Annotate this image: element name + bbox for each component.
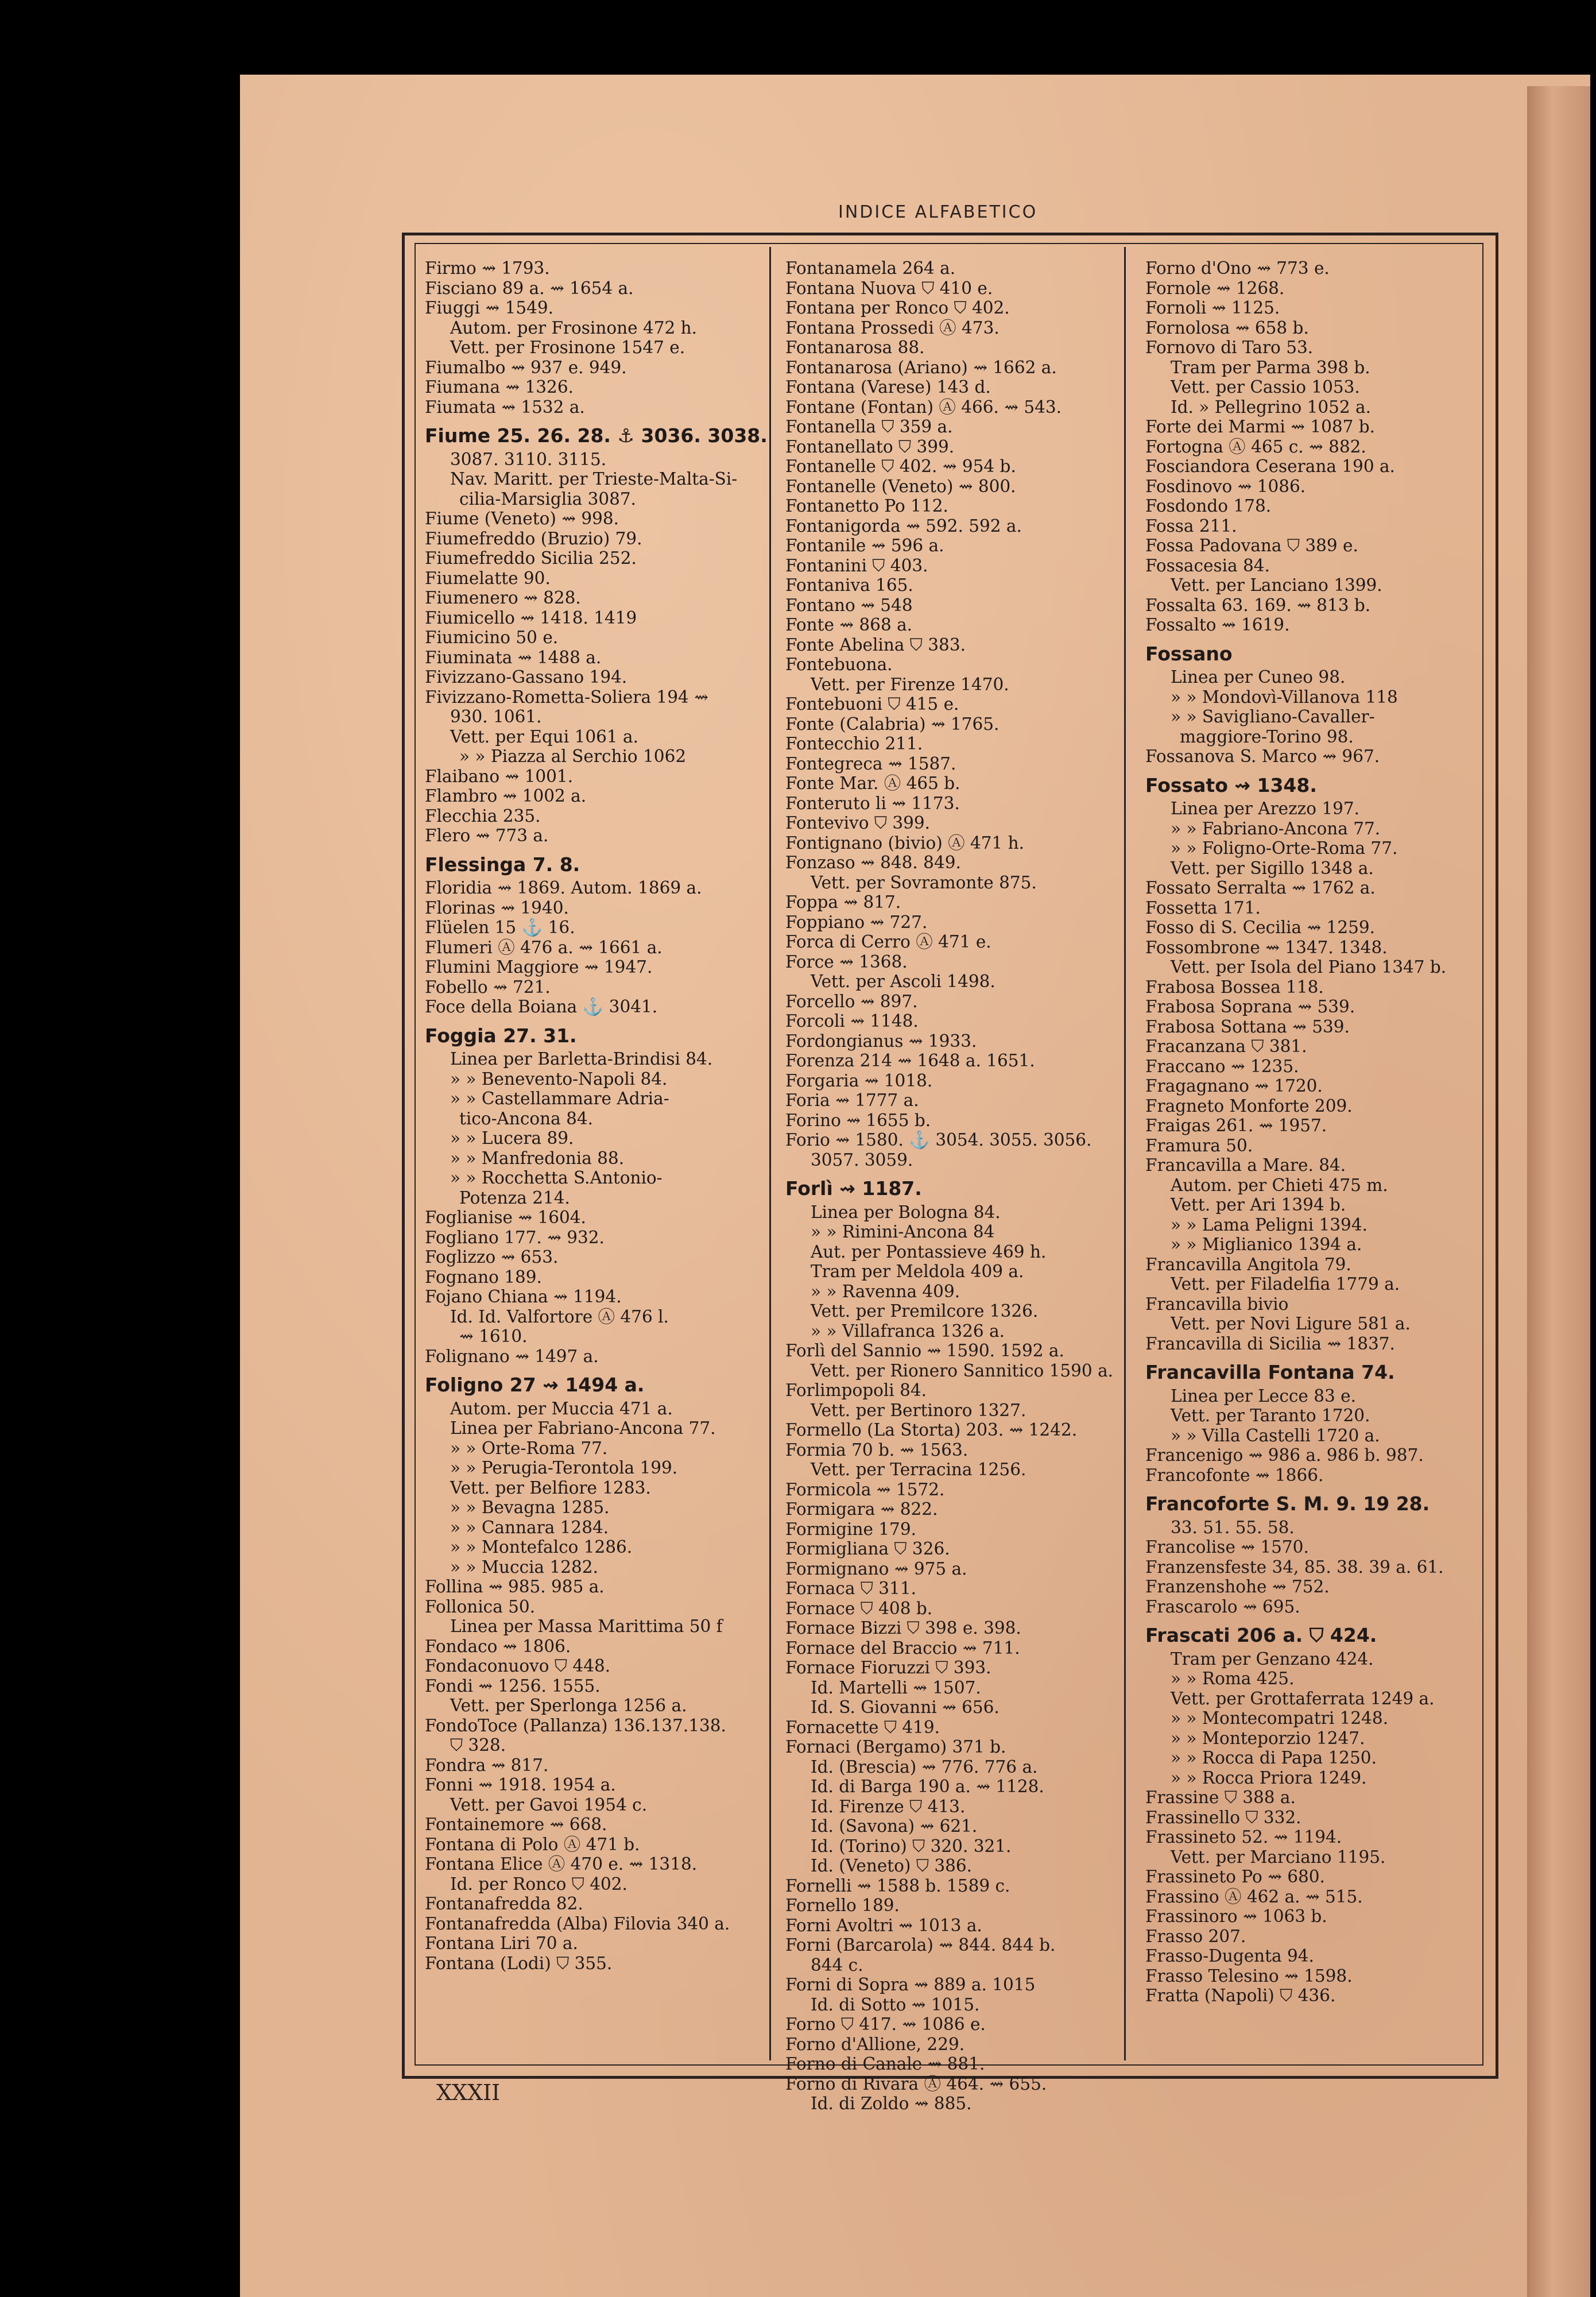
index-entry: Fornoli ⇝ 1125. (1145, 298, 1280, 318)
index-entry: Formicola ⇝ 1572. (785, 1479, 945, 1499)
index-entry: Fontanella ⛉ 359 a. (785, 417, 953, 436)
index-entry: Fossacesia 84. (1145, 555, 1270, 575)
index-entry: Id. Firenze ⛉ 413. (811, 1796, 966, 1816)
index-entry: Tram per Parma 398 b. (1171, 357, 1370, 377)
page-number: XXXII (436, 2080, 501, 2105)
index-entry: Forni (Barcarola) ⇝ 844. 844 b. (785, 1935, 1056, 1955)
index-entry: Fornelli ⇝ 1588 b. 1589 c. (785, 1876, 1010, 1896)
index-entry: Follina ⇝ 985. 985 a. (425, 1577, 605, 1596)
index-entry: Fornace Fioruzzi ⛉ 393. (785, 1658, 991, 1677)
index-entry: Flüelen 15 ⚓ 16. (425, 918, 575, 937)
index-entry: Frabosa Soprana ⇝ 539. (1145, 997, 1355, 1016)
index-entry: Frassine ⛉ 388 a. (1145, 1788, 1296, 1807)
index-entry: Forgaria ⇝ 1018. (785, 1070, 933, 1091)
index-entry: Vett. per Gavoi 1954 c. (450, 1795, 648, 1815)
index-entry: Forni di Sopra ⇝ 889 a. 1015 (785, 1975, 1036, 1994)
index-entry: Flambro ⇝ 1002 a. (425, 786, 587, 806)
page-edge (1527, 86, 1590, 2297)
index-entry: Forcello ⇝ 897. (785, 991, 918, 1011)
index-entry: Linea per Lecce 83 e. (1171, 1386, 1356, 1406)
index-entry: Flero ⇝ 773 a. (425, 826, 549, 845)
index-entry: tico-Ancona 84. (459, 1108, 594, 1128)
index-entry: Fontanetto Po 112. (785, 496, 948, 516)
index-entry: Franzensfeste 34, 85. 38. 39 a. 61. (1145, 1557, 1444, 1577)
index-entry: Vett. per Rionero Sannitico 1590 a. (811, 1360, 1114, 1380)
index-entry: » » Ravenna 409. (811, 1281, 960, 1301)
index-entry: 844 c. (811, 1955, 863, 1975)
index-entry: Francavilla bivio (1145, 1294, 1289, 1314)
index-entry: Fognano 189. (425, 1267, 542, 1287)
index-entry: Fiuminata ⇝ 1488 a. (425, 647, 602, 667)
index-entry: Force ⇝ 1368. (785, 952, 908, 972)
index-entry: Fontevivo ⛉ 399. (785, 813, 931, 833)
column-rule (1124, 247, 1126, 2060)
index-entry: Fonte (Calabria) ⇝ 1765. (785, 714, 1000, 734)
index-entry: Fiumana ⇝ 1326. (425, 377, 574, 397)
index-entry: » » Roma 425. (1171, 1669, 1295, 1688)
index-entry: Fontana Elice Ⓐ 470 e. ⇝ 1318. (425, 1854, 698, 1874)
index-entry: Fornaci (Bergamo) 371 b. (785, 1737, 1006, 1757)
index-entry: » » Villafranca 1326 a. (811, 1321, 1005, 1341)
index-entry: » » Orte-Roma 77. (450, 1438, 608, 1458)
index-entry: Florinas ⇝ 1940. (425, 898, 569, 918)
index-entry: Fonte Mar. Ⓐ 465 b. (785, 774, 960, 793)
index-column-2 (785, 258, 1117, 2113)
index-entry: Forino ⇝ 1655 b. (785, 1110, 931, 1130)
index-entry: Fivizzano-Gassano 194. (425, 667, 627, 687)
index-entry: » » Monteporzio 1247. (1171, 1728, 1365, 1748)
index-entry: Id. di Sotto ⇝ 1015. (811, 1994, 980, 2014)
index-heading: Foligno 27 ⇝ 1494 a. (425, 1374, 645, 1396)
index-entry: Flumini Maggiore ⇝ 1947. (425, 957, 653, 977)
index-entry: Fivizzano-Rometta-Soliera 194 ⇝ (425, 687, 708, 707)
index-entry: Framura 50. (1145, 1135, 1253, 1155)
index-entry: Fontecchio 211. (785, 734, 923, 753)
index-entry: Formigliana ⛉ 326. (785, 1539, 950, 1559)
index-column-1 (425, 258, 768, 2059)
index-entry: Fiumefreddo (Bruzio) 79. (425, 528, 642, 548)
index-entry: Fornole ⇝ 1268. (1145, 278, 1285, 298)
index-entry: » » Bevagna 1285. (450, 1498, 610, 1517)
index-entry: Formia 70 b. ⇝ 1563. (785, 1440, 969, 1460)
index-entry: Fonte ⇝ 868 a. (785, 615, 913, 635)
index-entry: Fornace ⛉ 408 b. (785, 1598, 933, 1618)
index-entry: Follonica 50. (425, 1596, 536, 1617)
index-entry: Franzenshohe ⇝ 752. (1145, 1577, 1330, 1596)
index-entry: Aut. per Pontassieve 469 h. (811, 1242, 1047, 1262)
index-entry: » » Cannara 1284. (450, 1517, 609, 1537)
index-entry: Forno di Canale ⇝ 881. (785, 2054, 985, 2074)
index-heading: Fossano (1145, 642, 1233, 665)
index-entry: Foglianise ⇝ 1604. (425, 1208, 586, 1227)
index-entry: Forenza 214 ⇝ 1648 a. 1651. (785, 1051, 1035, 1070)
index-entry: » » Montefalco 1286. (450, 1537, 633, 1557)
index-entry: Fontanini ⛉ 403. (785, 555, 928, 575)
index-entry: Fontanigorda ⇝ 592. 592 a. (785, 516, 1022, 536)
index-entry: Fontana Nuova ⛉ 410 e. (785, 278, 993, 298)
index-entry: Linea per Cuneo 98. (1171, 667, 1346, 687)
index-entry: Fornolosa ⇝ 658 b. (1145, 318, 1309, 338)
index-entry: Forno ⛉ 417. ⇝ 1086 e. (785, 2014, 986, 2034)
index-entry: Vett. per Sperlonga 1256 a. (450, 1696, 687, 1715)
index-entry: Francolise ⇝ 1570. (1145, 1537, 1309, 1557)
index-entry: Frascarolo ⇝ 695. (1145, 1596, 1300, 1617)
index-entry: » » Rocca Priora 1249. (1171, 1768, 1367, 1788)
index-entry: Forlì del Sannio ⇝ 1590. 1592 a. (785, 1341, 1064, 1360)
index-entry: Vett. per Premilcore 1326. (811, 1301, 1039, 1321)
index-entry: Fosdinovo ⇝ 1086. (1145, 476, 1306, 496)
index-entry: Fornello 189. (785, 1896, 900, 1915)
index-entry: Fornace del Braccio ⇝ 711. (785, 1638, 1020, 1658)
index-entry: Fiume (Veneto) ⇝ 998. (425, 509, 619, 528)
index-entry: Fiumefreddo Sicilia 252. (425, 548, 637, 568)
index-heading: Frascati 206 a. ⛉ 424. (1145, 1624, 1377, 1646)
index-entry: Fraccano ⇝ 1235. (1145, 1056, 1299, 1076)
index-entry: Fontanamela 264 a. (785, 258, 956, 278)
index-entry: Linea per Barletta-Brindisi 84. (450, 1049, 713, 1069)
index-entry: Fragneto Monforte 209. (1145, 1096, 1353, 1116)
index-entry: Fisciano 89 a. ⇝ 1654 a. (425, 278, 634, 298)
index-entry: Linea per Bologna 84. (811, 1202, 1001, 1222)
index-entry: Francavilla Angitola 79. (1145, 1254, 1351, 1274)
index-entry: Fontanelle ⛉ 402. ⇝ 954 b. (785, 457, 1016, 476)
index-entry: » » Manfredonia 88. (450, 1148, 625, 1168)
index-entry: Fontanelle (Veneto) ⇝ 800. (785, 476, 1016, 496)
index-entry: Fiumicino 50 e. (425, 628, 559, 647)
index-entry: Fontaniva 165. (785, 575, 913, 595)
index-entry: » » Piazza al Serchio 1062 (459, 747, 687, 766)
index-entry: Fonteruto li ⇝ 1173. (785, 793, 960, 813)
index-entry: Fondaconuovo ⛉ 448. (425, 1656, 611, 1676)
index-entry: Vett. per Lanciano 1399. (1171, 575, 1382, 595)
index-entry: Potenza 214. (459, 1188, 570, 1208)
index-entry: Tram per Meldola 409 a. (811, 1262, 1024, 1281)
index-entry: Fosciandora Ceserana 190 a. (1145, 457, 1395, 476)
index-entry: Id. per Ronco ⛉ 402. (450, 1874, 627, 1894)
index-entry: Vett. per Marciano 1195. (1171, 1847, 1386, 1867)
index-entry: Fossombrone ⇝ 1347. 1348. (1145, 937, 1388, 957)
index-entry: Linea per Arezzo 197. (1171, 799, 1360, 818)
index-entry: » » Castellammare Adria- (450, 1089, 669, 1108)
index-entry: Vett. per Grottaferrata 1249 a. (1171, 1688, 1435, 1708)
index-entry: Flaibano ⇝ 1001. (425, 766, 574, 786)
index-entry: Id. (Savona) ⇝ 621. (811, 1816, 978, 1836)
index-entry: Fontainemore ⇝ 668. (425, 1815, 607, 1834)
index-entry: Folignano ⇝ 1497 a. (425, 1346, 599, 1366)
index-entry: Id. di Barga 190 a. ⇝ 1128. (811, 1777, 1044, 1796)
index-entry: Vett. per Novi Ligure 581 a. (1171, 1314, 1411, 1333)
index-entry: Forlimpopoli 84. (785, 1380, 927, 1400)
index-entry: Fiuggi ⇝ 1549. (425, 298, 554, 318)
index-entry: Forni Avoltri ⇝ 1013 a. (785, 1915, 982, 1935)
index-entry: » » Foligno-Orte-Roma 77. (1171, 838, 1398, 858)
index-entry: Fontebuoni ⛉ 415 e. (785, 694, 959, 714)
index-entry: Fontane (Fontan) Ⓐ 466. ⇝ 543. (785, 397, 1062, 417)
index-entry: » » Lama Peligni 1394. (1171, 1215, 1368, 1235)
index-entry: Autom. per Frosinone 472 h. (450, 318, 698, 338)
index-entry: ⇝ 1610. (459, 1327, 528, 1346)
index-entry: Fontana (Varese) 143 d. (785, 377, 991, 397)
index-entry: Floridia ⇝ 1869. Autom. 1869 a. (425, 878, 702, 898)
index-entry: Fonni ⇝ 1918. 1954 a. (425, 1775, 616, 1795)
index-entry: » » Rocchetta S.Antonio- (450, 1168, 663, 1188)
index-entry: Linea per Fabriano-Ancona 77. (450, 1418, 716, 1438)
index-entry: Forcoli ⇝ 1148. (785, 1011, 919, 1031)
index-entry: cilia-Marsiglia 3087. (459, 489, 637, 509)
index-entry: Fogliano 177. ⇝ 932. (425, 1227, 605, 1247)
index-entry: Vett. per Filadelfia 1779 a. (1171, 1274, 1400, 1294)
index-heading: Foggia 27. 31. (425, 1024, 577, 1047)
index-entry: Id. (Brescia) ⇝ 776. 776 a. (811, 1757, 1038, 1777)
index-heading: Forlì ⇝ 1187. (785, 1177, 922, 1200)
index-entry: Forca di Cerro Ⓐ 471 e. (785, 932, 991, 952)
index-entry: Formigara ⇝ 822. (785, 1499, 938, 1519)
index-entry: Linea per Massa Marittima 50 f (450, 1617, 723, 1636)
index-entry: Autom. per Chieti 475 m. (1171, 1175, 1388, 1195)
index-entry: » » Lucera 89. (450, 1128, 574, 1148)
index-heading: Francavilla Fontana 74. (1145, 1361, 1395, 1383)
index-entry: Fontana per Ronco ⛉ 402. (785, 298, 1010, 318)
index-entry: Vett. per Firenze 1470. (811, 674, 1009, 694)
index-entry: Fornaca ⛉ 311. (785, 1579, 916, 1598)
index-entry: Fiumicello ⇝ 1418. 1419 (425, 608, 637, 628)
index-entry: Fontignano (bivio) Ⓐ 471 h. (785, 833, 1025, 853)
index-entry: Fragagnano ⇝ 1720. (1145, 1076, 1323, 1096)
index-entry: Frassineto Po ⇝ 680. (1145, 1867, 1325, 1886)
index-entry: Fossanova S. Marco ⇝ 967. (1145, 747, 1380, 766)
index-entry: Flecchia 235. (425, 806, 541, 826)
index-entry: Forno d'Ono ⇝ 773 e. (1145, 258, 1330, 278)
index-entry: Fossetta 171. (1145, 898, 1261, 918)
index-entry: Fortogna Ⓐ 465 c. ⇝ 882. (1145, 436, 1366, 457)
column-rule (769, 247, 771, 2060)
index-entry: Vett. per Bertinoro 1327. (811, 1400, 1026, 1420)
index-entry: Fornacette ⛉ 419. (785, 1717, 940, 1737)
index-entry: Forte dei Marmi ⇝ 1087 b. (1145, 417, 1376, 436)
index-entry: Fontano ⇝ 548 (785, 595, 913, 615)
index-entry: Fondi ⇝ 1256. 1555. (425, 1676, 601, 1696)
index-entry: Fonte Abelina ⛉ 383. (785, 635, 966, 655)
index-entry: Fossalto ⇝ 1619. (1145, 615, 1290, 635)
index-entry: Fordongianus ⇝ 1933. (785, 1031, 977, 1051)
index-entry: Frassinoro ⇝ 1063 b. (1145, 1907, 1327, 1926)
index-entry: Fontana Liri 70 a. (425, 1933, 578, 1953)
index-entry: maggiore-Torino 98. (1180, 726, 1354, 747)
index-entry: Fiumenero ⇝ 828. (425, 588, 581, 608)
index-entry: Id. (Veneto) ⛉ 386. (811, 1856, 972, 1876)
index-entry: » » Villa Castelli 1720 a. (1171, 1425, 1380, 1445)
index-entry: » » Rimini-Ancona 84 (811, 1222, 995, 1242)
index-entry: Fontanafredda (Alba) Filovia 340 a. (425, 1913, 730, 1933)
index-entry: » » Miglianico 1394 a. (1171, 1235, 1362, 1254)
index-entry: » » Montecompatri 1248. (1171, 1708, 1389, 1728)
index-entry: Vett. per Taranto 1720. (1171, 1406, 1370, 1425)
index-entry: Frasso 207. (1145, 1926, 1246, 1946)
index-entry: Frasso-Dugenta 94. (1145, 1946, 1314, 1966)
index-entry: Vett. per Equi 1061 a. (450, 726, 638, 747)
index-entry: Fondra ⇝ 817. (425, 1755, 549, 1775)
index-entry: Fontanarosa (Ariano) ⇝ 1662 a. (785, 357, 1057, 377)
index-entry: Frassinello ⛉ 332. (1145, 1807, 1301, 1827)
index-heading: Fiume 25. 26. 28. ⚓ 3036. 3038. (425, 424, 768, 447)
index-entry: Flumeri Ⓐ 476 a. ⇝ 1661 a. (425, 937, 663, 957)
index-entry: Nav. Maritt. per Trieste-Malta-Si- (450, 469, 738, 489)
index-entry: 930. 1061. (450, 707, 542, 726)
index-entry: Fossa 211. (1145, 516, 1237, 536)
index-heading: Francoforte S. M. 9. 19 28. (1145, 1492, 1430, 1515)
index-entry: Fontana Prossedi Ⓐ 473. (785, 318, 1000, 338)
index-entry: Id. di Zoldo ⇝ 885. (811, 2094, 972, 2113)
index-entry: FondoToce (Pallanza) 136.137.138. (425, 1715, 726, 1735)
index-entry: » » Savigliano-Cavaller- (1171, 707, 1375, 726)
index-entry: Vett. per Belfiore 1283. (450, 1478, 651, 1498)
index-entry: Vett. per Sigillo 1348 a. (1171, 858, 1374, 878)
index-entry: Fontegreca ⇝ 1587. (785, 753, 956, 774)
page-header: INDICE ALFABETICO (838, 202, 1038, 222)
index-entry: Id. S. Giovanni ⇝ 656. (811, 1697, 1000, 1717)
index-entry: Fiumalbo ⇝ 937 e. 949. (425, 357, 627, 377)
index-entry: Fojano Chiana ⇝ 1194. (425, 1287, 622, 1306)
index-column-3 (1145, 258, 1478, 2059)
index-entry: Fontanarosa 88. (785, 338, 925, 357)
index-entry: Fiumata ⇝ 1532 a. (425, 397, 585, 417)
index-entry: Fontanafredda 82. (425, 1894, 583, 1913)
index-entry: Forio ⇝ 1580. ⚓ 3054. 3055. 3056. (785, 1130, 1092, 1150)
index-entry: Fracanzana ⛉ 381. (1145, 1037, 1307, 1056)
index-entry: Forno d'Allione, 229. (785, 2034, 965, 2054)
index-entry: » » Rocca di Papa 1250. (1171, 1748, 1377, 1768)
index-entry: Vett. per Ascoli 1498. (811, 972, 995, 991)
index-entry: Fontana (Lodi) ⛉ 355. (425, 1953, 613, 1973)
index-entry: Fontanellato ⛉ 399. (785, 436, 955, 457)
index-entry: ⛉ 328. (450, 1735, 506, 1755)
index-entry: Foppa ⇝ 817. (785, 892, 901, 912)
index-entry: Fonzaso ⇝ 848. 849. (785, 853, 961, 872)
index-entry: Id. Id. Valfortore Ⓐ 476 l. (450, 1306, 669, 1327)
index-entry: Autom. per Muccia 471 a. (450, 1398, 673, 1418)
index-entry: Formigine 179. (785, 1519, 916, 1539)
index-entry: Francavilla a Mare. 84. (1145, 1155, 1346, 1175)
index-entry: 3057. 3059. (811, 1150, 913, 1170)
index-entry: 33. 51. 55. 58. (1171, 1517, 1295, 1537)
index-entry: » » Fabriano-Ancona 77. (1171, 818, 1381, 838)
index-entry: Vett. per Isola del Piano 1347 b. (1171, 957, 1447, 977)
index-entry: » » Mondovì-Villanova 118 (1171, 687, 1398, 707)
index-entry: Frasso Telesino ⇝ 1598. (1145, 1966, 1353, 1986)
index-entry: Foria ⇝ 1777 a. (785, 1091, 919, 1110)
index-entry: Francofonte ⇝ 1866. (1145, 1465, 1324, 1485)
index-entry: Fossato Serralta ⇝ 1762 a. (1145, 878, 1376, 898)
index-entry: Foglizzo ⇝ 653. (425, 1247, 559, 1267)
index-entry: Fontanile ⇝ 596 a. (785, 536, 944, 555)
index-entry: Formello (La Storta) 203. ⇝ 1242. (785, 1420, 1078, 1440)
index-entry: Francavilla di Sicilia ⇝ 1837. (1145, 1333, 1395, 1354)
index-entry: Fontebuona. (785, 655, 893, 674)
index-entry: Id. Martelli ⇝ 1507. (811, 1677, 981, 1697)
index-entry: Fontana di Polo Ⓐ 471 b. (425, 1834, 640, 1854)
index-entry: » » Muccia 1282. (450, 1557, 598, 1577)
index-entry: Id. » Pellegrino 1052 a. (1171, 397, 1372, 417)
index-entry: Fossalta 63. 169. ⇝ 813 b. (1145, 595, 1371, 615)
index-entry: Frabosa Sottana ⇝ 539. (1145, 1016, 1350, 1037)
index-entry: Fornovo di Taro 53. (1145, 338, 1314, 357)
index-heading: Flessinga 7. 8. (425, 853, 580, 876)
index-entry: Vett. per Cassio 1053. (1171, 377, 1360, 397)
index-entry: Fosso di S. Cecilia ⇝ 1259. (1145, 918, 1376, 937)
index-entry: Fondaco ⇝ 1806. (425, 1636, 571, 1656)
index-entry: Firmo ⇝ 1793. (425, 258, 550, 278)
index-entry: Frassino Ⓐ 462 a. ⇝ 515. (1145, 1886, 1363, 1907)
index-entry: Foppiano ⇝ 727. (785, 912, 928, 932)
index-entry: 3087. 3110. 3115. (450, 449, 607, 469)
index-entry: Fornace Bizzi ⛉ 398 e. 398. (785, 1618, 1021, 1638)
index-entry: Vett. per Terracina 1256. (811, 1460, 1026, 1479)
index-entry: Fraigas 261. ⇝ 1957. (1145, 1116, 1327, 1135)
index-entry: Tram per Genzano 424. (1171, 1649, 1374, 1669)
index-entry: Fossa Padovana ⛉ 389 e. (1145, 536, 1358, 555)
index-entry: Forno di Rivara Ⓐ 464. ⇝ 655. (785, 2074, 1047, 2094)
index-entry: Foce della Boiana ⚓ 3041. (425, 997, 658, 1016)
index-entry: Fobello ⇝ 721. (425, 977, 551, 997)
index-entry: » » Perugia-Terontola 199. (450, 1458, 678, 1478)
index-entry: Fosdondo 178. (1145, 496, 1272, 516)
index-entry: » » Benevento-Napoli 84. (450, 1069, 668, 1089)
index-entry: Vett. per Sovramonte 875. (811, 872, 1037, 892)
index-entry: Formignano ⇝ 975 a. (785, 1559, 967, 1579)
index-entry: Frabosa Bossea 118. (1145, 977, 1324, 997)
index-entry: Fratta (Napoli) ⛉ 436. (1145, 1986, 1336, 2005)
index-entry: Vett. per Ari 1394 b. (1171, 1195, 1346, 1215)
index-entry: Fiumelatte 90. (425, 568, 551, 588)
index-entry: Vett. per Frosinone 1547 e. (450, 338, 685, 357)
index-entry: Francenigo ⇝ 986 a. 986 b. 987. (1145, 1445, 1424, 1465)
index-entry: Id. (Torino) ⛉ 320. 321. (811, 1836, 1012, 1856)
index-heading: Fossato ⇝ 1348. (1145, 774, 1317, 796)
index-entry: Frassineto 52. ⇝ 1194. (1145, 1827, 1342, 1847)
